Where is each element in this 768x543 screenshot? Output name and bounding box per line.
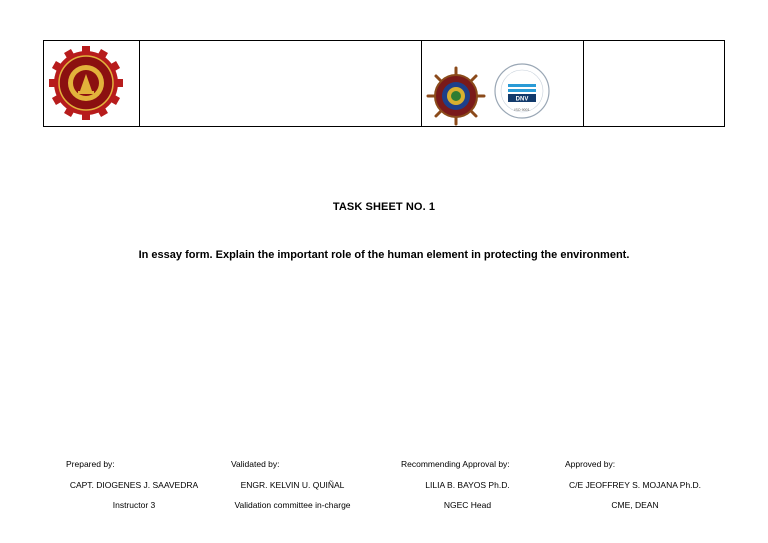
- signature-name: C/E JEOFFREY S. MOJANA Ph.D.: [568, 480, 702, 490]
- svg-text:DNV: DNV: [515, 96, 529, 103]
- dnv-certification-icon: [493, 62, 551, 120]
- header-cell-title: [140, 41, 422, 126]
- header-cell-logo: [44, 41, 140, 126]
- header-cell-logos: [422, 41, 584, 126]
- signature-name: LILIA B. BAYOS Ph.D.: [425, 480, 510, 490]
- signature-title: Instructor 3: [112, 500, 156, 510]
- signature-name: CAPT. DIOGENES J. SAAVEDRA: [69, 480, 199, 490]
- signature-name: ENGR. KELVIN U. QUIÑAL: [240, 480, 345, 490]
- signature-role: Approved by:: [565, 459, 616, 469]
- signature-role: Recommending Approval by:: [401, 459, 510, 469]
- task-sheet-title: TASK SHEET NO. 1: [332, 201, 436, 213]
- header-cell-empty: [584, 41, 724, 126]
- maritime-institute-seal-icon: [426, 66, 486, 126]
- signature-title: CME, DEAN: [611, 500, 659, 510]
- task-instruction: In essay form. Explain the important role of the human element in protecting the environment.: [138, 249, 630, 261]
- signature-title: Validation committee in-charge: [234, 500, 351, 510]
- university-seal-icon: [48, 45, 124, 121]
- signature-role: Prepared by:: [66, 459, 115, 469]
- signature-title: NGEC Head: [443, 500, 492, 510]
- header-table: [43, 40, 725, 127]
- svg-text:ISO 9001: ISO 9001: [514, 108, 530, 112]
- signature-role: Validated by:: [231, 459, 280, 469]
